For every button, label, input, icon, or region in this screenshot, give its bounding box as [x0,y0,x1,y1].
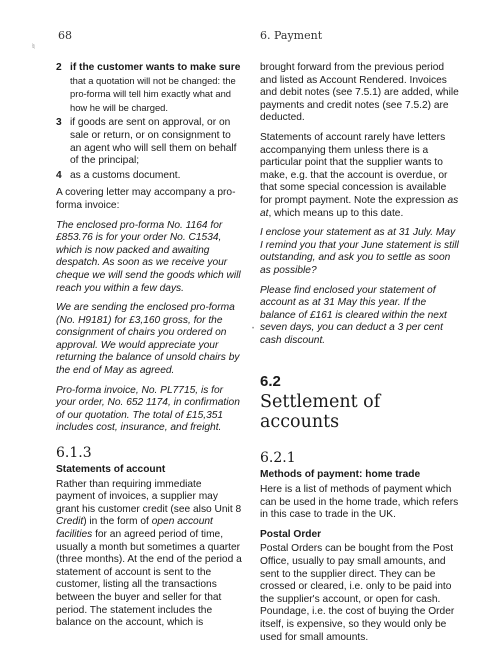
example-letter: Please find enclosed your statement of account as at 31 May this year. If the balance of £161 is cleared within the next seven days, you can deduct a 3 per cent cash discount. [260,284,447,346]
page-number: 68 [58,29,72,42]
left-column [56,62,242,637]
body-paragraph [56,479,242,630]
margin-mark: ♮ [32,42,35,51]
section-number: 6.2 [260,373,281,391]
example-letter: The enclosed pro-forma No. 1164 for £853.76 is for your order No. C1534, which is now packed and awaiting despatch. As soon as we receive your cheque we will send the goods which will reach you within a few days. [56,219,241,294]
body-paragraph [260,132,460,220]
body-paragraph: Here is a list of methods of payment which can be used in the home trade, which refers in this case to trade in the UK. [260,484,459,521]
text-run-italic: open account facilities [56,516,213,540]
numbered-list [56,62,242,182]
list-subtext: that a quotation will not be changed: the pro-forma will tell him exactly what and how he will be charged. [70,74,236,113]
text-run-italic: Credit [56,516,84,528]
text-run: Statements of account rarely have letters accompanying them unless there is a particular point that the supplier wants to make, e.g. that the account is overdue, or that some special concession is available for prompt payment. Note the expression [260,131,448,206]
list-item [56,117,242,167]
example-letter: I enclose your statement as at 31 July. May I remind you that your June statement is still outstanding, and ask you to settle as soon as possible? [260,227,459,276]
subsection-number: 6.1.3 [56,445,92,462]
body-paragraph: Postal Orders can be bought from the Post Office, usually to pay small amounts, and sent to the supplier direct. They can be crossed or cleared, i.e. only to be paid into the supplier's account, or open for cash. Poundage, i.e. the cost of buying the Order itself, is expensive, so they would only be used for small amounts. [260,543,455,643]
list-item [56,170,242,183]
text-run: for an agreed period of time, usually a month but sometimes a quarter (three months). At the end of the period a statement of account is sent to the customer, listing all the transactions between the buyer and seller for that period. The statement includes the balance on the account, which is [56,529,242,629]
intro-paragraph: A covering letter may accompany a pro-forma invoice: [56,187,236,211]
subsection-number: 6.2.1 [260,450,296,467]
list-item [56,62,242,115]
list-number: 4 [56,169,62,181]
example-letter: We are sending the enclosed pro-forma (No. H9181) for £3,160 gross, for the consignment of chairs you ordered on approval. We would appreciate your returning the balance of unsold chairs by the end of May as agreed. [56,302,240,377]
example-letter: Pro-forma invoice, No. PL7715, is for your order, No. 652 1174, in confirmation of our quotation. The total of £15,351 includes cost, insurance, and freight. [56,384,240,434]
list-text: if the customer wants to make sure [70,62,241,73]
text-run: , which means up to this date. [268,207,404,219]
running-header: 6. Payment [260,29,323,42]
text-run: Rather than requiring immediate payment of invoices, a supplier may grant his customer credit (see also Unit 8 [56,478,242,515]
list-number: 3 [56,117,62,129]
text-run: ) in the form of [83,516,152,528]
margin-dot: • [252,326,255,332]
list-text: if goods are sent on approval, or on sale or return, or on consignment to an agent who will sell them on behalf of the principal; [70,117,237,167]
list-text: as a customs document. [70,169,181,181]
text-run-italic: as at [260,194,459,219]
right-column [260,62,460,651]
subsection-title: Methods of payment: home trade [260,469,421,481]
body-paragraph: brought forward from the previous period and listed as Account Rendered. Invoices and debit notes (see 7.5.1) are added, while payments and credit notes (see 7.5.2) are deducted. [260,62,459,124]
subsection-title: Statements of account [56,464,166,476]
paragraph-heading: Postal Order [260,528,322,540]
list-number: 2 [56,62,62,73]
section-title: Settlement of accounts [260,392,381,433]
